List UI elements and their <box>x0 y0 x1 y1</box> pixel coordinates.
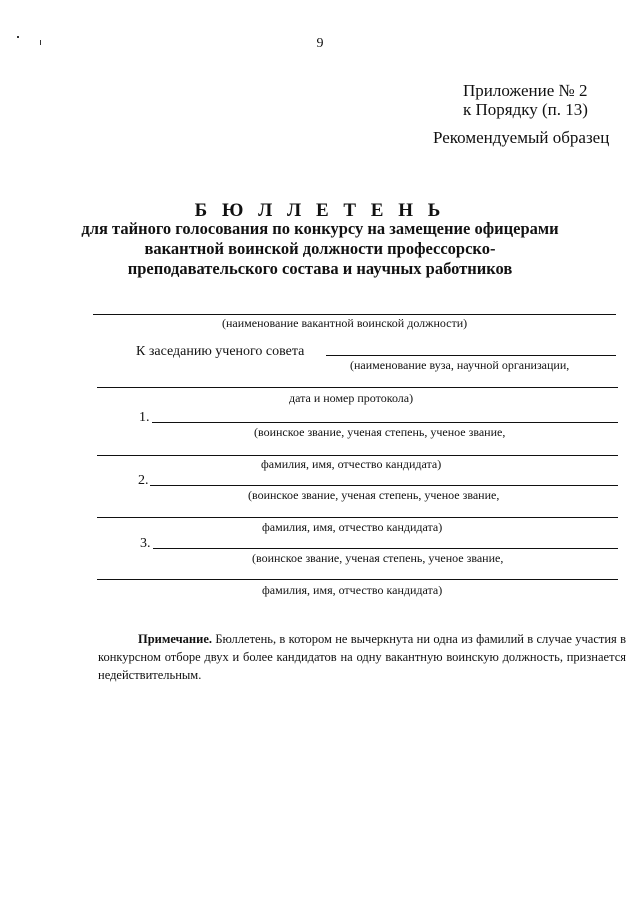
candidate-1-fill-line <box>152 422 618 423</box>
candidate-3-name-hint: фамилия, имя, отчество кандидата) <box>262 583 443 597</box>
candidate-2-fill-line-2 <box>97 517 618 518</box>
candidate-2-name-hint: фамилия, имя, отчество кандидата) <box>262 520 443 534</box>
candidate-2-fill-line <box>150 485 618 486</box>
candidate-2-number: 2. <box>138 473 149 488</box>
page-number: 9 <box>316 36 324 51</box>
ballot-heading: Б Ю Л Л Е Т Е Н Ь <box>194 200 446 221</box>
candidate-3-fill-line <box>153 548 618 549</box>
appendix-reference: к Порядку (п. 13) <box>463 100 588 119</box>
note-paragraph <box>98 630 626 684</box>
candidate-3-fill-line-2 <box>97 579 618 580</box>
protocol-hint: дата и номер протокола) <box>289 391 414 405</box>
candidate-1-hint: (воинское звание, ученая степень, ученое звание, <box>254 425 506 439</box>
candidate-3-hint: (воинское звание, ученая степень, ученое звание, <box>252 551 504 565</box>
appendix-number: Приложение № 2 <box>463 81 588 100</box>
candidate-2-hint: (воинское звание, ученая степень, ученое звание, <box>248 488 500 502</box>
ballot-subtitle-line2: вакантной воинской должности профессорско- <box>144 239 496 258</box>
candidate-3-number: 3. <box>140 536 151 551</box>
note-label: Примечание. <box>138 632 213 646</box>
position-hint: (наименование вакантной воинской должности) <box>222 316 468 330</box>
council-fill-line-2 <box>97 387 618 388</box>
council-hint: (наименование вуза, научной организации, <box>350 358 570 372</box>
position-fill-line <box>93 314 616 315</box>
ballot-subtitle-line3: преподавательского состава и научных работников <box>127 259 513 278</box>
candidate-1-number: 1. <box>139 410 150 425</box>
council-fill-line <box>326 355 616 356</box>
candidate-1-fill-line-2 <box>97 455 618 456</box>
recommended-sample: Рекомендуемый образец <box>433 128 610 147</box>
candidate-1-name-hint: фамилия, имя, отчество кандидата) <box>261 457 442 471</box>
ballot-subtitle-line1: для тайного голосования по конкурсу на замещение офицерами <box>81 219 559 238</box>
note-text: Бюллетень, в котором не вычеркнута ни одна из фамилий в случае участия в конкурсном отборе двух и более кандидатов на одну вакантную воинскую должность, признается недействительным. <box>98 632 626 682</box>
council-label: К заседанию ученого совета <box>136 344 305 359</box>
